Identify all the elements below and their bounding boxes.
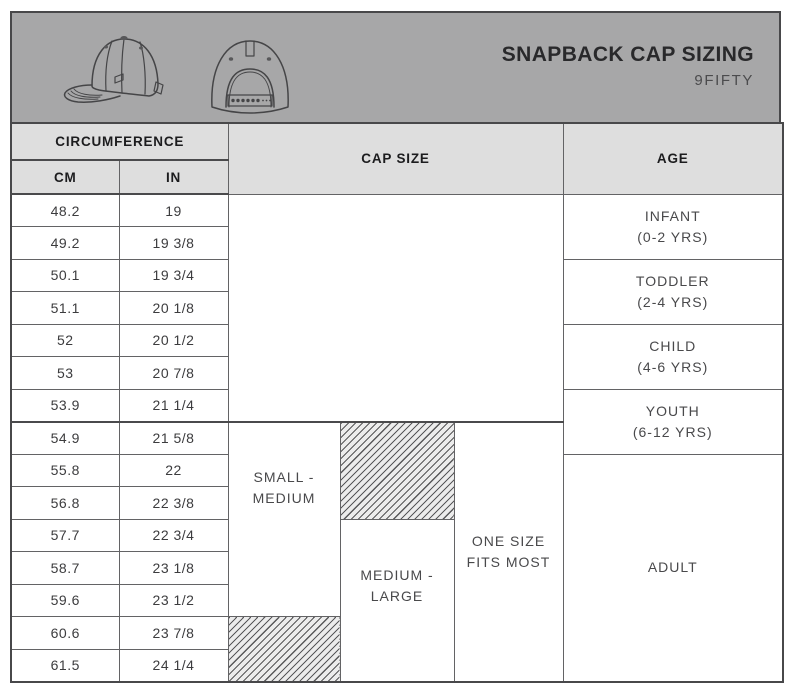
cap-back-view-icon bbox=[202, 32, 298, 118]
in-value: 23 1/2 bbox=[119, 584, 228, 617]
cap-size-empty-cell bbox=[228, 194, 563, 422]
cm-value: 56.8 bbox=[11, 487, 119, 520]
cm-value: 59.6 bbox=[11, 584, 119, 617]
age-years: (0-2 YRS) bbox=[637, 228, 709, 245]
in-value: 20 1/8 bbox=[119, 292, 228, 325]
age-name: CHILD bbox=[649, 337, 697, 354]
cm-value: 50.1 bbox=[11, 259, 119, 292]
cap-size-label: MEDIUM bbox=[252, 490, 316, 507]
in-value: 23 1/8 bbox=[119, 552, 228, 585]
in-value: 22 bbox=[119, 454, 228, 487]
cm-value: 52 bbox=[11, 324, 119, 357]
in-value: 19 bbox=[119, 194, 228, 227]
cm-value: 61.5 bbox=[11, 649, 119, 682]
age-cell-toddler bbox=[563, 259, 783, 324]
circumference-header: CIRCUMFERENCE bbox=[11, 123, 228, 160]
cap-size-label: SMALL - bbox=[253, 469, 315, 486]
banner-titles bbox=[502, 43, 779, 89]
cm-value: 49.2 bbox=[11, 227, 119, 260]
in-value: 24 1/4 bbox=[119, 649, 228, 682]
in-value: 20 1/2 bbox=[119, 324, 228, 357]
size-overlap-hatch-cell bbox=[228, 617, 340, 682]
cap-size-cell-medium-large bbox=[340, 519, 454, 682]
cap-size-label: ONE SIZE bbox=[471, 532, 546, 549]
age-cell-infant bbox=[563, 194, 783, 259]
in-value: 20 7/8 bbox=[119, 357, 228, 390]
cm-value: 54.9 bbox=[11, 422, 119, 455]
cm-value: 48.2 bbox=[11, 194, 119, 227]
in-value: 22 3/4 bbox=[119, 519, 228, 552]
age-name: YOUTH bbox=[645, 402, 700, 419]
cm-header: CM bbox=[11, 160, 119, 194]
age-name: ADULT bbox=[647, 559, 698, 575]
cm-value: 55.8 bbox=[11, 454, 119, 487]
cap-size-label: LARGE bbox=[370, 588, 424, 604]
age-header: AGE bbox=[563, 123, 783, 194]
age-years: (2-4 YRS) bbox=[637, 293, 709, 310]
age-years: (6-12 YRS) bbox=[632, 423, 713, 440]
cap-size-label: MEDIUM - bbox=[360, 567, 434, 583]
in-value: 19 3/8 bbox=[119, 227, 228, 260]
age-name: INFANT bbox=[644, 207, 701, 224]
cap-side-view-icon bbox=[62, 32, 180, 118]
in-value: 21 1/4 bbox=[119, 389, 228, 422]
cap-illustrations bbox=[12, 32, 298, 118]
cap-size-label: FITS MOST bbox=[466, 553, 551, 570]
size-overlap-hatch-cell bbox=[340, 422, 454, 520]
page-title: SNAPBACK CAP SIZING bbox=[501, 42, 754, 66]
cm-value: 60.6 bbox=[11, 617, 119, 650]
table-row bbox=[11, 194, 783, 227]
cm-value: 53 bbox=[11, 357, 119, 390]
in-value: 23 7/8 bbox=[119, 617, 228, 650]
in-value: 21 5/8 bbox=[119, 422, 228, 455]
cap-size-header: CAP SIZE bbox=[228, 123, 563, 194]
age-name: TODDLER bbox=[635, 272, 710, 289]
sizing-table bbox=[10, 122, 784, 683]
cap-size-cell-small-medium bbox=[228, 422, 340, 617]
cap-size-cell-one-size bbox=[454, 422, 563, 682]
in-header: IN bbox=[119, 160, 228, 194]
cm-value: 53.9 bbox=[11, 389, 119, 422]
page-subtitle: 9FIFTY bbox=[694, 71, 754, 89]
cm-value: 51.1 bbox=[11, 292, 119, 325]
header-banner bbox=[10, 11, 781, 122]
age-cell-child bbox=[563, 324, 783, 389]
age-cell-youth bbox=[563, 389, 783, 454]
age-years: (4-6 YRS) bbox=[637, 358, 709, 375]
age-cell-adult bbox=[563, 454, 783, 682]
in-value: 19 3/4 bbox=[119, 259, 228, 292]
cm-value: 57.7 bbox=[11, 519, 119, 552]
cm-value: 58.7 bbox=[11, 552, 119, 585]
in-value: 22 3/8 bbox=[119, 487, 228, 520]
